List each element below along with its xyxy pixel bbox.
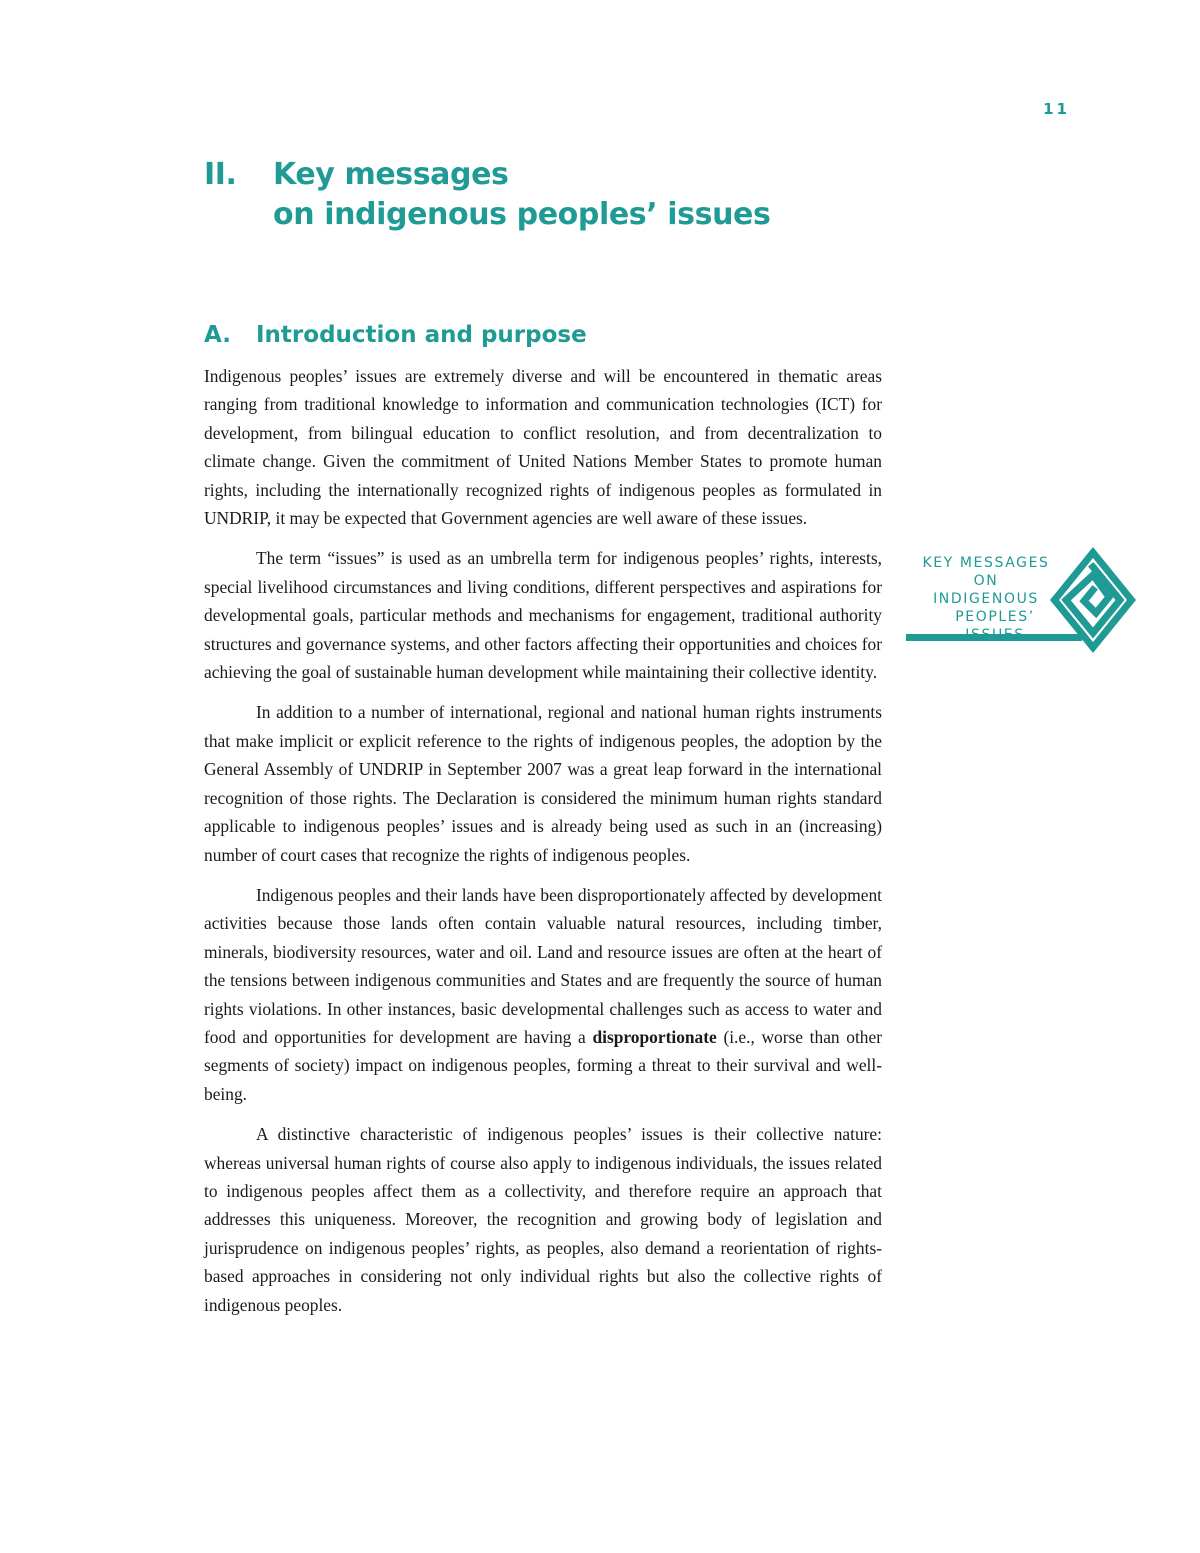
badge-line-2: ON	[973, 573, 999, 589]
chapter-number: II.	[204, 157, 237, 192]
paragraph-5: A distinctive characteristic of indigenous peoples’ issues is their collective nature: whereas universal human rights of course also apply to indigenous individuals, the issues related to indigenous peoples affect them as a collectivity, and therefore require an approach that addresses this uniqueness. Moreover, the recognition and growing body of legislation and jurisprudence on indigenous peoples’ rights, as peoples, also demand a reorientation of rights-based approaches in considering not only individual rights but also the collective rights of indigenous peoples.	[204, 1124, 882, 1315]
spiral-diamond-icon	[1048, 545, 1138, 655]
paragraph-1: Indigenous peoples’ issues are extremely diverse and will be encountered in thematic areas ranging from traditional knowledge to information and communication technologies (ICT) for development, from bilingual education to conflict resolution, and from decentralization to climate change. Given the commitment of United Nations Member States to promote human rights, including the internationally recognized rights of indigenous peoples as formulated in UNDRIP, it may be expected that Government agencies are well aware of these issues.	[204, 366, 882, 529]
badge-line-1: KEY MESSAGES	[922, 555, 1050, 571]
paragraph-4-text-after: (i.e., worse than other segments of society) impact on indigenous peoples, forming a threat to their survival and well-being.	[204, 1026, 883, 1104]
section-letter: A.	[204, 322, 231, 348]
chapter-title	[273, 155, 770, 235]
paragraph-2: The term “issues” is used as an umbrella term for indigenous peoples’ rights, interests, special livelihood circumstances and living conditions, different perspectives and aspirations for developmental goals, particular methods and mechanisms for engagement, traditional authority structures and governance systems, and other factors affecting their opportunities and choices for achieving the goal of sustainable human development while maintaining their collective identity.	[204, 548, 882, 683]
chapter-title-line-2: on indigenous peoples’ issues	[273, 197, 771, 232]
badge-line-4: PEOPLES’	[955, 609, 1035, 625]
section-heading	[204, 318, 587, 352]
paragraph-4-text-before: Indigenous peoples and their lands have been disproportionately affected by development activities because those lands often contain valuable natural resources, including timber, minerals, biodiversity resources, water and oil. Land and resource issues are often at the heart of the tensions between indigenous communities and States and are frequently the source of human rights violations. In other instances, basic developmental challenges such as access to water and food and opportunities for development are having a	[204, 884, 882, 1047]
chapter-title-line-1: Key messages	[273, 157, 509, 192]
page-number: 11	[1043, 100, 1070, 118]
sidebar-badge	[906, 545, 1138, 655]
paragraph-3: In addition to a number of international, regional and national human rights instruments that make implicit or explicit reference to the rights of indigenous peoples, the adoption by the General Assembly of UNDRIP in September 2007 was a great leap forward in the international recognition of those rights. The Declaration is considered the minimum human rights standard applicable to indigenous peoples’ issues and is already being used as such in an (increasing) number of court cases that recognize the rights of indigenous peoples.	[204, 702, 882, 865]
section-title: Introduction and purpose	[256, 322, 587, 348]
body-text	[204, 362, 882, 1331]
badge-label	[906, 554, 1066, 644]
paragraph-4	[204, 881, 882, 1108]
badge-line-3: INDIGENOUS	[933, 591, 1039, 607]
paragraph-4-emphasis: disproportionate	[592, 1026, 717, 1047]
